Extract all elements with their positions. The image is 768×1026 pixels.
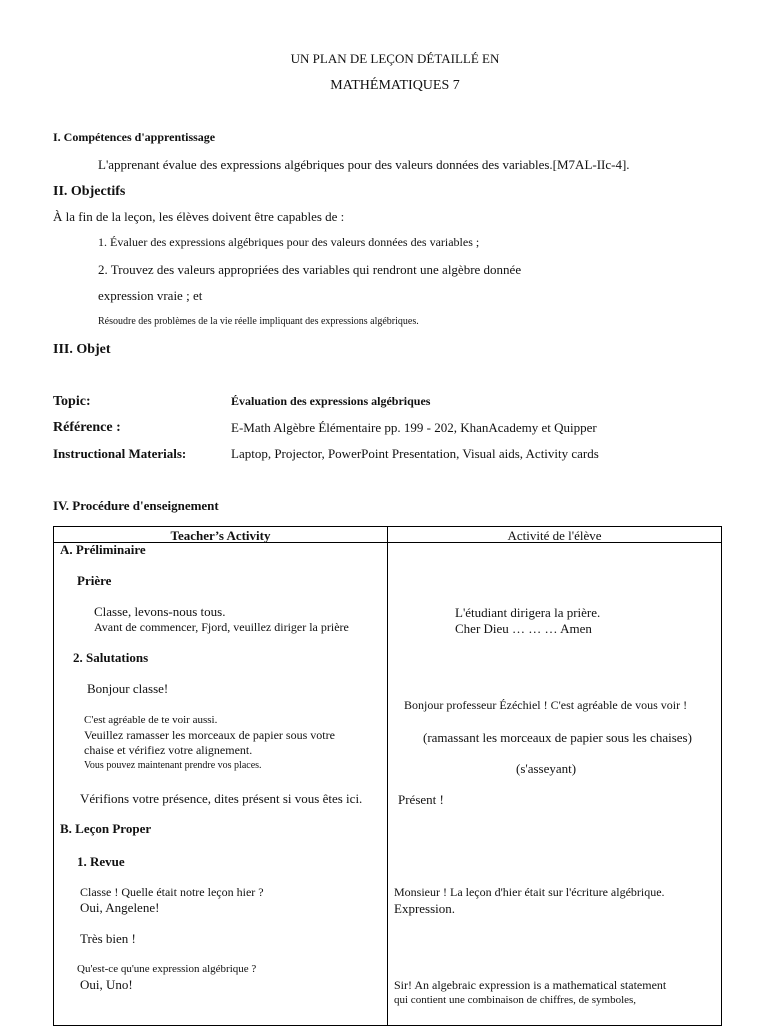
column-divider — [387, 527, 388, 1025]
teacher-line-13: Oui, Uno! — [80, 977, 133, 992]
student-line-3: Bonjour professeur Ézéchiel ! C'est agréable de vous voir ! — [404, 698, 688, 712]
student-line-1: L'étudiant dirigera la prière. — [455, 605, 601, 620]
objective-2b: expression vraie ; et — [98, 288, 203, 303]
teacher-line-2: Avant de commencer, Fjord, veuillez diriger la prière — [94, 620, 349, 634]
teacher-line-4: C'est agréable de te voir aussi. — [84, 714, 218, 726]
teacher-line-3: Bonjour classe! — [87, 681, 169, 696]
student-line-4: (ramassant les morceaux de papier sous les chaises) — [423, 730, 692, 745]
teacher-line-7: Vous pouvez maintenant prendre vos places. — [84, 760, 262, 771]
objectives-intro: À la fin de la leçon, les élèves doivent être capables de : — [53, 209, 345, 224]
title-line-2: MATHÉMATIQUES 7 — [330, 78, 460, 93]
student-line-8: Expression. — [394, 901, 456, 916]
topic-label: Topic: — [53, 394, 91, 409]
topic-value: Évaluation des expressions algébriques — [231, 394, 431, 408]
teacher-line-10: Oui, Angelene! — [80, 900, 160, 915]
student-line-2: Cher Dieu … … … Amen — [455, 621, 592, 636]
student-line-10: qui contient une combinaison de chiffres, de symboles, — [394, 994, 637, 1006]
review-heading: 1. Revue — [77, 854, 125, 869]
objective-3: Résoudre des problèmes de la vie réelle impliquant des expressions algébriques. — [98, 316, 419, 327]
procedure-table — [53, 526, 722, 1026]
student-line-5: (s'asseyant) — [516, 761, 577, 776]
section-1-heading: I. Compétences d'apprentissage — [53, 130, 216, 144]
materials-label: Instructional Materials: — [53, 446, 187, 461]
student-column-header: Activité de l'élève — [507, 528, 602, 543]
teacher-column-header: Teacher’s Activity — [170, 528, 271, 543]
section-1-text: L'apprenant évalue des expressions algébriques pour des valeurs données des variables.[M7AL-IIc-4]. — [98, 157, 630, 172]
objective-1: 1. Évaluer des expressions algébriques pour des valeurs données des variables ; — [98, 235, 480, 249]
teacher-line-1: Classe, levons-nous tous. — [94, 604, 226, 619]
preliminary-heading: A. Préliminaire — [60, 542, 146, 557]
student-line-6: Présent ! — [398, 792, 444, 807]
title-line-1: UN PLAN DE LEÇON DÉTAILLÉ EN — [290, 51, 500, 66]
teacher-line-12: Qu'est-ce qu'une expression algébrique ? — [77, 963, 257, 975]
section-4-heading: IV. Procédure d'enseignement — [53, 498, 219, 513]
reference-value: E-Math Algèbre Élémentaire pp. 199 - 202, KhanAcademy et Quipper — [231, 420, 597, 435]
objective-2a: 2. Trouvez des valeurs appropriées des variables qui rendront une algèbre donnée — [98, 262, 522, 277]
reference-label: Référence : — [53, 420, 121, 435]
student-line-7: Monsieur ! La leçon d'hier était sur l'écriture algébrique. — [394, 885, 665, 899]
prayer-heading: Prière — [77, 573, 112, 588]
materials-value: Laptop, Projector, PowerPoint Presentation, Visual aids, Activity cards — [231, 446, 599, 461]
student-line-9: Sir! An algebraic expression is a mathematical statement — [394, 978, 667, 992]
teacher-line-11: Très bien ! — [80, 931, 136, 946]
teacher-line-8: Vérifions votre présence, dites présent si vous êtes ici. — [80, 791, 363, 806]
teacher-line-5: Veuillez ramasser les morceaux de papier sous votre — [84, 728, 335, 742]
teacher-line-6: chaise et vérifiez votre alignement. — [84, 743, 253, 757]
teacher-line-9: Classe ! Quelle était notre leçon hier ? — [80, 885, 264, 899]
lesson-proper-heading: B. Leçon Proper — [60, 821, 152, 836]
greetings-heading: 2. Salutations — [73, 650, 149, 665]
section-3-heading: III. Objet — [53, 342, 111, 357]
section-2-heading: II. Objectifs — [53, 184, 126, 199]
